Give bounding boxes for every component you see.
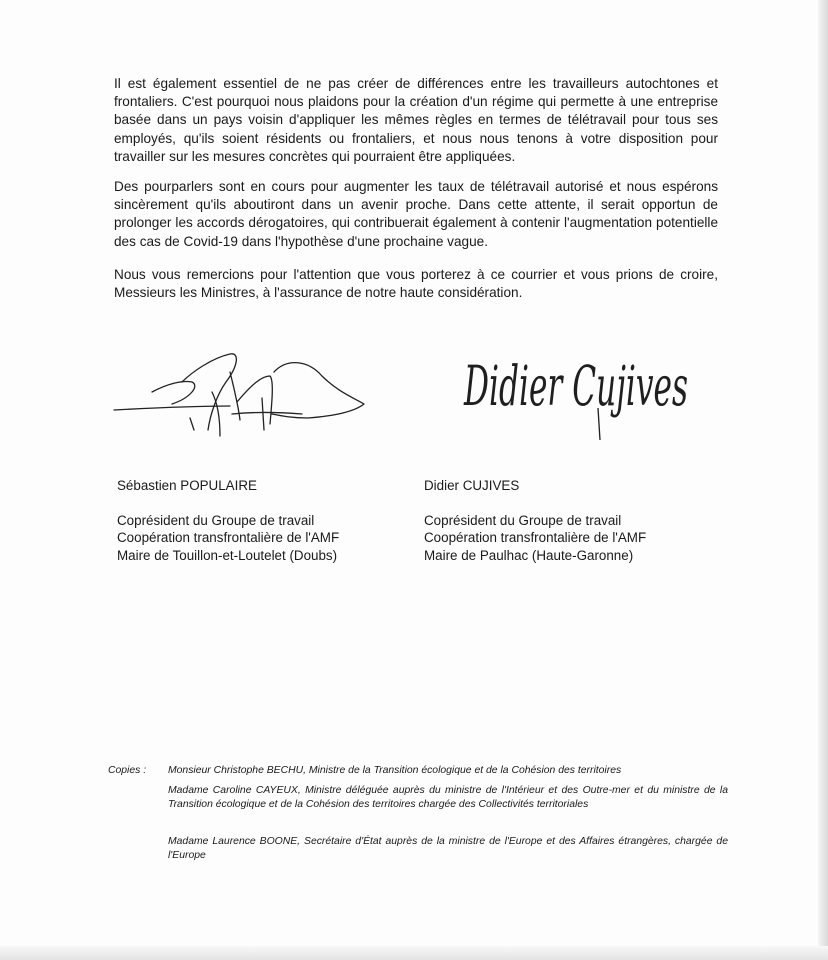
copies-label: Copies : xyxy=(108,765,147,776)
signatory-name: Didier CUJIVES xyxy=(424,478,520,493)
letter-paragraph-2: Des pourparlers sont en cours pour augmenter les taux de télétravail autorisé et nous espérons sincèrement qu'ils aboutiront dans un avenir proche. Dans cette attente, il serait opportun de prolonger les accords dérogatoires, qui contribuerait également à contenir l'augmentation potentielle des cas de Covid-19 dans l'hypothèse d'une prochaine vague. xyxy=(114,179,718,249)
signatory-office: Maire de Touillon-et-Loutelet (Doubs) xyxy=(117,547,338,563)
letter-paragraph-1: Il est également essentiel de ne pas créer de différences entre les travailleurs autochtones et frontaliers. C'est pourquoi nous plaidons pour la création d'un régime qui permette à une entreprise basée dans un pays voisin d'appliquer les mêmes règles en termes de télétravail pour tous ses employés, qu'ils soient résidents ou frontaliers, et nous nous tenons à votre disposition pour travailler sur les mesures concrètes qui pourraient être appliquées. xyxy=(114,76,718,164)
signatory-office: Maire de Paulhac (Haute-Garonne) xyxy=(424,547,634,563)
signatory-cujives xyxy=(424,477,646,564)
signatory-title: Coprésident du Groupe de travail xyxy=(117,512,315,528)
signatory-populaire xyxy=(117,477,339,564)
signatory-title: Coprésident du Groupe de travail xyxy=(424,512,622,528)
copy-recipient: Madame Caroline CAYEUX, Ministre déléguée auprès du ministre de l'Intérieur et des Outre-mer et du ministre de la Transition écologique et de la Cohésion des territoires chargée des Collectivités territoriales xyxy=(168,785,728,810)
signature-populaire xyxy=(112,332,372,452)
letter-paragraph-3: Nous vous remercions pour l'attention que vous porterez à ce courrier et vous prions de croire, Messieurs les Ministres, à l'assurance de notre haute considération. xyxy=(114,267,718,301)
copy-recipient: Monsieur Christophe BECHU, Ministre de la Transition écologique et de la Cohésion des territoires xyxy=(168,765,622,776)
signatory-name: Sébastien POPULAIRE xyxy=(117,478,257,493)
page-bottom-shadow xyxy=(0,946,828,960)
copy-recipient: Madame Laurence BOONE, Secrétaire d'État auprès de la ministre de l'Europe et des Affaires étrangères, chargée de l'Europe xyxy=(168,836,728,861)
signatory-role: Coopération transfrontalière de l'AMF xyxy=(117,530,340,545)
signatory-role: Coopération transfrontalière de l'AMF xyxy=(424,530,647,545)
page-edge-shadow xyxy=(818,0,828,960)
signature-cujives xyxy=(460,330,700,450)
signature-cujives-text: Didier Cujives xyxy=(463,354,688,419)
